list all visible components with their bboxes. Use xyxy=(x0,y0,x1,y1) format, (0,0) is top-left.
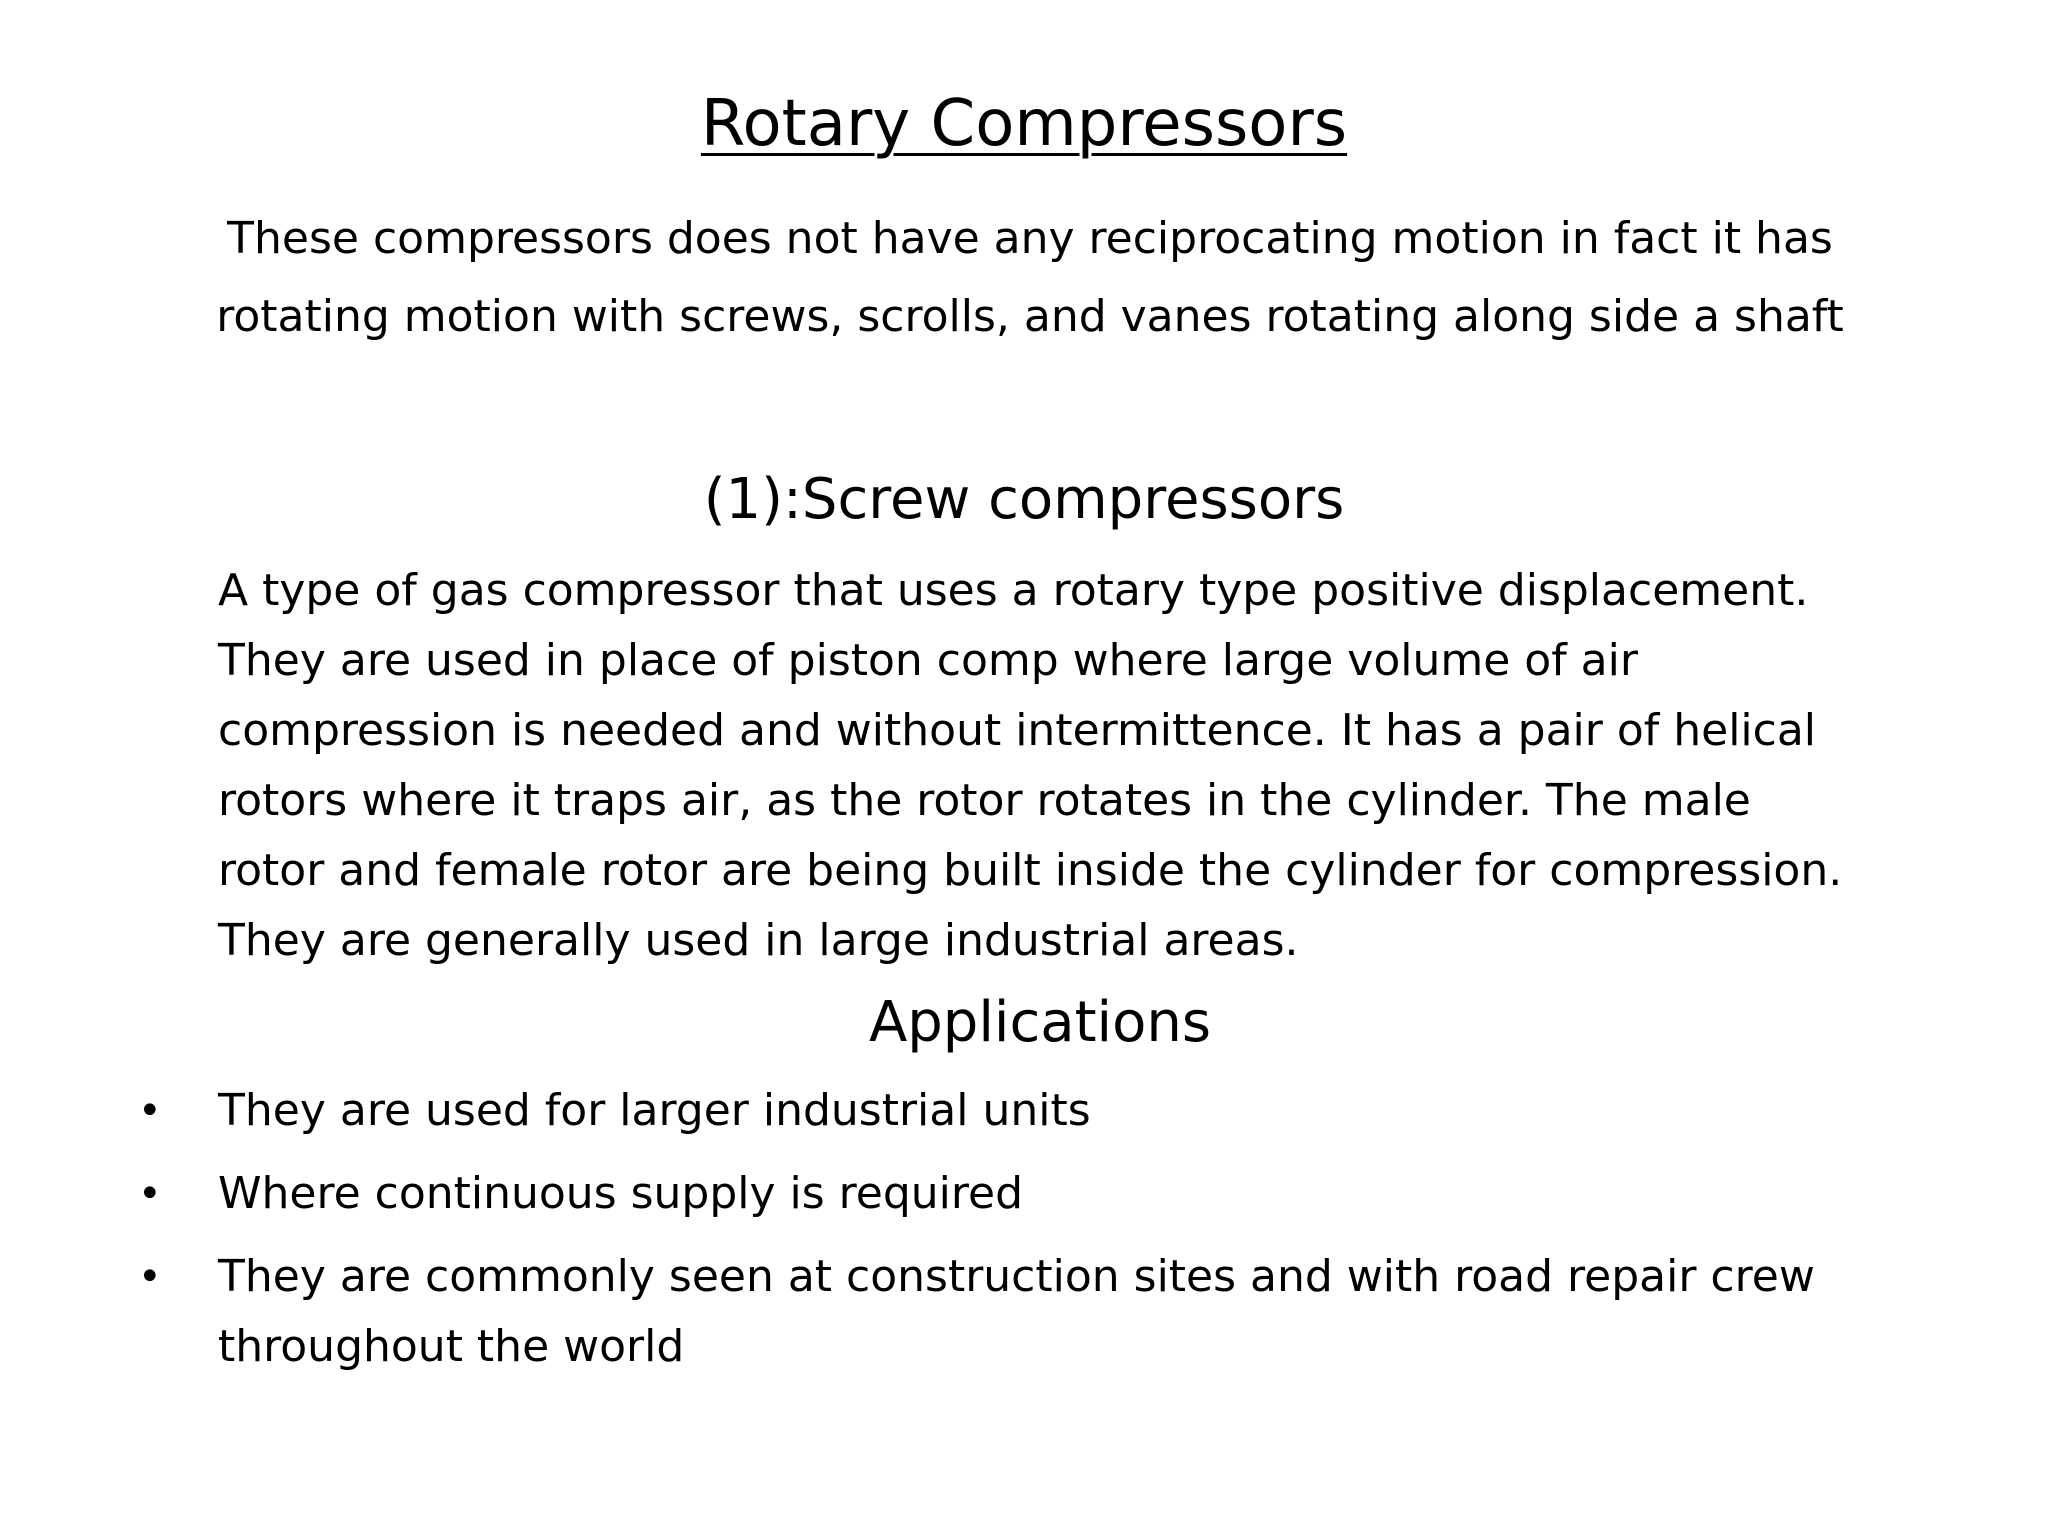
body-line: They are used in place of piston comp where large volume of air xyxy=(218,635,1638,686)
list-item-text: Where continuous supply is required xyxy=(218,1168,1024,1219)
list-item xyxy=(130,1076,1930,1146)
list-item-text: They are used for larger industrial units xyxy=(218,1085,1091,1136)
applications-heading: Applications xyxy=(868,990,1212,1055)
intro-line: rotating motion with screws, scrolls, and vanes rotating along side a shaft xyxy=(216,291,1844,342)
section-body xyxy=(218,556,1958,976)
intro-paragraph xyxy=(150,200,1910,356)
list-item-text: They are commonly seen at construction sites and with road repair crew throughout the world xyxy=(218,1251,1815,1372)
slide-title-text: Rotary Compressors xyxy=(700,87,1348,161)
bullet-icon: • xyxy=(138,1088,162,1134)
body-line: They are generally used in large industrial areas. xyxy=(218,915,1299,966)
intro-line: These compressors does not have any reciprocating motion in fact it has xyxy=(227,213,1833,264)
bullet-icon: • xyxy=(138,1254,162,1300)
body-line: rotors where it traps air, as the rotor rotates in the cylinder. The male xyxy=(218,775,1751,826)
body-line: rotor and female rotor are being built inside the cylinder for compression. xyxy=(218,845,1843,896)
section-heading: (1):Screw compressors xyxy=(703,467,1345,532)
slide-title xyxy=(0,82,2048,166)
body-line: compression is needed and without intermittence. It has a pair of helical xyxy=(218,705,1817,756)
list-item xyxy=(130,1159,1930,1229)
applications-list xyxy=(130,1076,1930,1395)
list-item xyxy=(130,1242,1930,1382)
body-line: A type of gas compressor that uses a rotary type positive displacement. xyxy=(218,565,1809,616)
bullet-icon: • xyxy=(138,1171,162,1217)
